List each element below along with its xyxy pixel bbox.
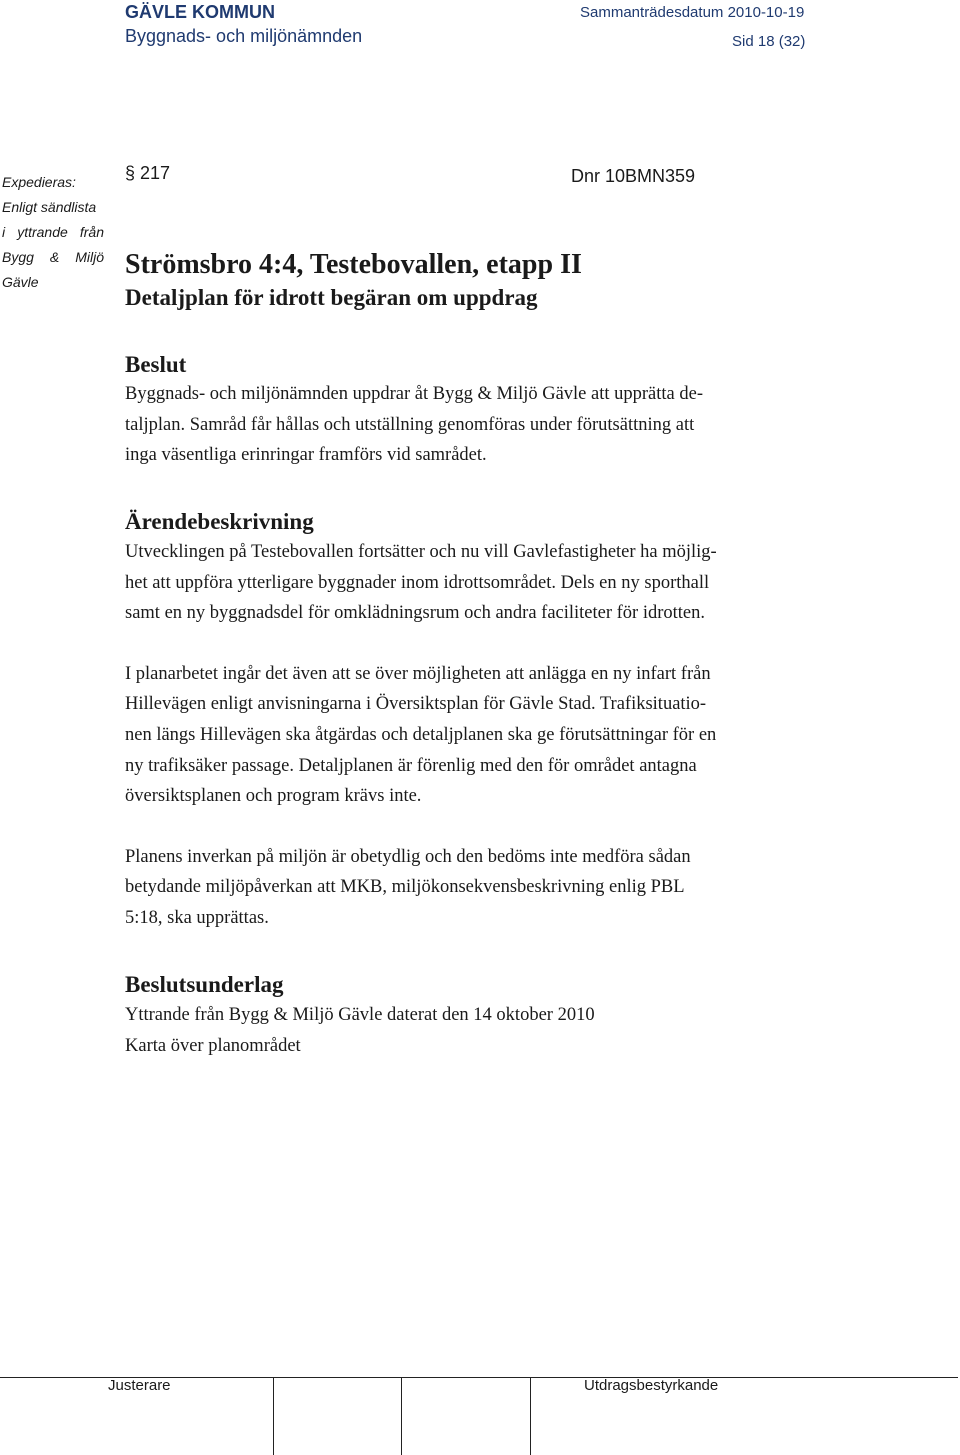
signature-box-divider (273, 1377, 274, 1455)
signature-box-divider (530, 1377, 531, 1455)
committee-name: Byggnads- och miljönämnden (125, 26, 363, 46)
section-heading: Beslutsunderlag (125, 972, 284, 997)
paragraph: Utvecklingen på Testebovallen fortsätter och nu vill Gavlefastigheter ha möjlig- het att uppföra ytterligare byggnader inom idrottsområdet. Dels en ny sporthall samt en ny byggnadsdel för omklädningsrum och andra faciliteter för idrotten. (125, 542, 717, 624)
distribution-note (2, 170, 104, 295)
case-subtitle: Detaljplan för idrott begäran om uppdrag (125, 285, 538, 310)
distribution-line-3: Bygg & Miljö (2, 249, 104, 265)
diary-number: Dnr 10BMN359 (571, 166, 696, 186)
distribution-line-4: Gävle (2, 274, 39, 290)
section-heading: Beslut (125, 352, 187, 377)
paragraph-symbol: § (125, 163, 136, 183)
justerare-label: Justerare (108, 1377, 171, 1394)
case-title: Strömsbro 4:4, Testebovallen, etapp II (125, 249, 582, 280)
section-beslutsunderlag (125, 972, 595, 1061)
section-heading: Ärendebeskrivning (125, 509, 314, 534)
paragraph-number: § 217 (125, 163, 171, 183)
page-number: Sid 18 (32) (732, 33, 806, 50)
signature-box-divider (401, 1377, 402, 1455)
section-body: Yttrande från Bygg & Miljö Gävle daterat den 14 oktober 2010 Karta över planområdet (125, 1005, 595, 1056)
distribution-line-1: Enligt sändlista (2, 199, 97, 215)
distribution-label: Expedieras: (2, 174, 76, 190)
organization-name: GÄVLE KOMMUN (125, 2, 275, 22)
section-arendebeskrivning (125, 509, 717, 934)
distribution-line-2: i yttrande från (2, 224, 104, 240)
utdragsbestyrkande-label: Utdragsbestyrkande (584, 1377, 719, 1394)
meeting-date: Sammanträdesdatum 2010-10-19 (580, 4, 805, 21)
section-beslut (125, 352, 703, 471)
section-body: Byggnads- och miljönämnden uppdrar åt Bygg & Miljö Gävle att upprätta de- taljplan. Samråd får hållas och utställning genomföras under förutsättning att inga väsentliga erinringar framförs vid samrådet. (125, 384, 703, 466)
paragraph: I planarbetet ingår det även att se över möjligheten att anlägga en ny infart från Hillevägen enligt anvisningarna i Översiktsplan för Gävle Stad. Trafiksituatio- nen längs Hillevägen ska åtgärdas och detaljplanen ska ge förutsättningar för en ny trafiksäker passage. Detaljplanen är förenlig med den för området antagna översiktsplanen och program krävs inte. (125, 663, 717, 807)
paragraph: Planens inverkan på miljön är obetydlig och den bedöms inte medföra sådan betydande miljöpåverkan att MKB, miljökonsekvensbeskrivning enlig PBL 5:18, ska upprättas. (125, 846, 691, 928)
